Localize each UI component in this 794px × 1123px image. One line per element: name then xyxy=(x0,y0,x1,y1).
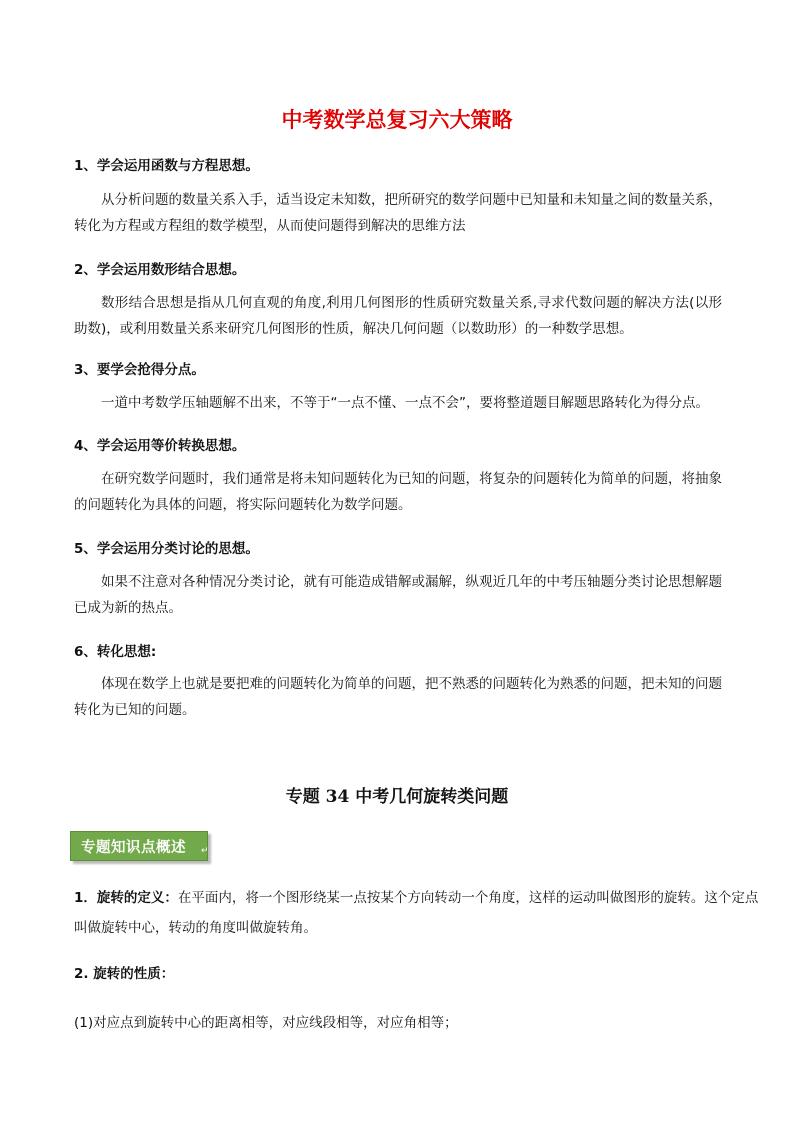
strategy-heading-1: 1、学会运用函数与方程思想。 xyxy=(74,158,259,174)
strategy-body-2: 数形结合思想是指从几何直观的角度,利用几何图形的性质研究数量关系,寻求代数问题的解决方法(以形助数)，或利用数量关系来研究几何图形的性质，解决几何问题（以数助形）的一种数学思想。 xyxy=(74,295,722,337)
section-badge xyxy=(70,831,208,861)
definition-paragraph xyxy=(74,883,764,943)
property-item-1: (1)对应点到旋转中心的距离相等，对应线段相等，对应角相等； xyxy=(74,1015,458,1031)
strategy-heading-6: 6、转化思想: xyxy=(74,644,157,660)
strategy-heading-3: 3、要学会抢得分点。 xyxy=(74,362,205,378)
strategy-heading-2: 2、学会运用数形结合思想。 xyxy=(74,262,246,278)
strategy-body-4: 在研究数学问题时，我们通常是将未知问题转化为已知的问题，将复杂的问题转化为简单的问题，将抽象的问题转化为具体的问题，将实际问题转化为数学问题。 xyxy=(74,471,722,513)
definition-text: 在平面内，将一个图形绕某一点按某个方向转动一个角度，这样的运动叫做图形的旋转。这个定点叫做旋转中心，转动的角度叫做旋转角。 xyxy=(74,890,759,936)
strategy-body-1: 从分析问题的数量关系入手，适当设定未知数，把所研究的数学问题中已知量和未知量之间的数量关系，转化为方程或方程组的数学模型，从而使问题得到解决的思维方法 xyxy=(74,192,722,234)
strategy-heading-4: 4、学会运用等价转换思想。 xyxy=(74,438,246,454)
definition-label: 1．旋转的定义： xyxy=(74,890,178,906)
strategy-heading-5: 5、学会运用分类讨论的思想。 xyxy=(74,541,259,557)
property-heading: 2. 旋转的性质： xyxy=(74,966,175,982)
page-title: 中考数学总复习六大策略 xyxy=(281,108,513,132)
return-mark-icon: ↵ xyxy=(201,846,209,856)
strategy-body-5: 如果不注意对各种情况分类讨论，就有可能造成错解或漏解，纵观近几年的中考压轴题分类讨论思想解题已成为新的热点。 xyxy=(74,574,722,616)
strategy-body-6: 体现在数学上也就是要把难的问题转化为简单的问题，把不熟悉的问题转化为熟悉的问题，把未知的问题转化为已知的问题。 xyxy=(74,676,722,718)
strategy-body-3: 一道中考数学压轴题解不出来，不等于“一点不懂、一点不会”，要将整道题目解题思路转化为得分点。 xyxy=(101,395,709,411)
section-badge-label: 专题知识点概述 xyxy=(81,840,186,856)
topic-title: 专题 34 中考几何旋转类问题 xyxy=(285,787,509,807)
